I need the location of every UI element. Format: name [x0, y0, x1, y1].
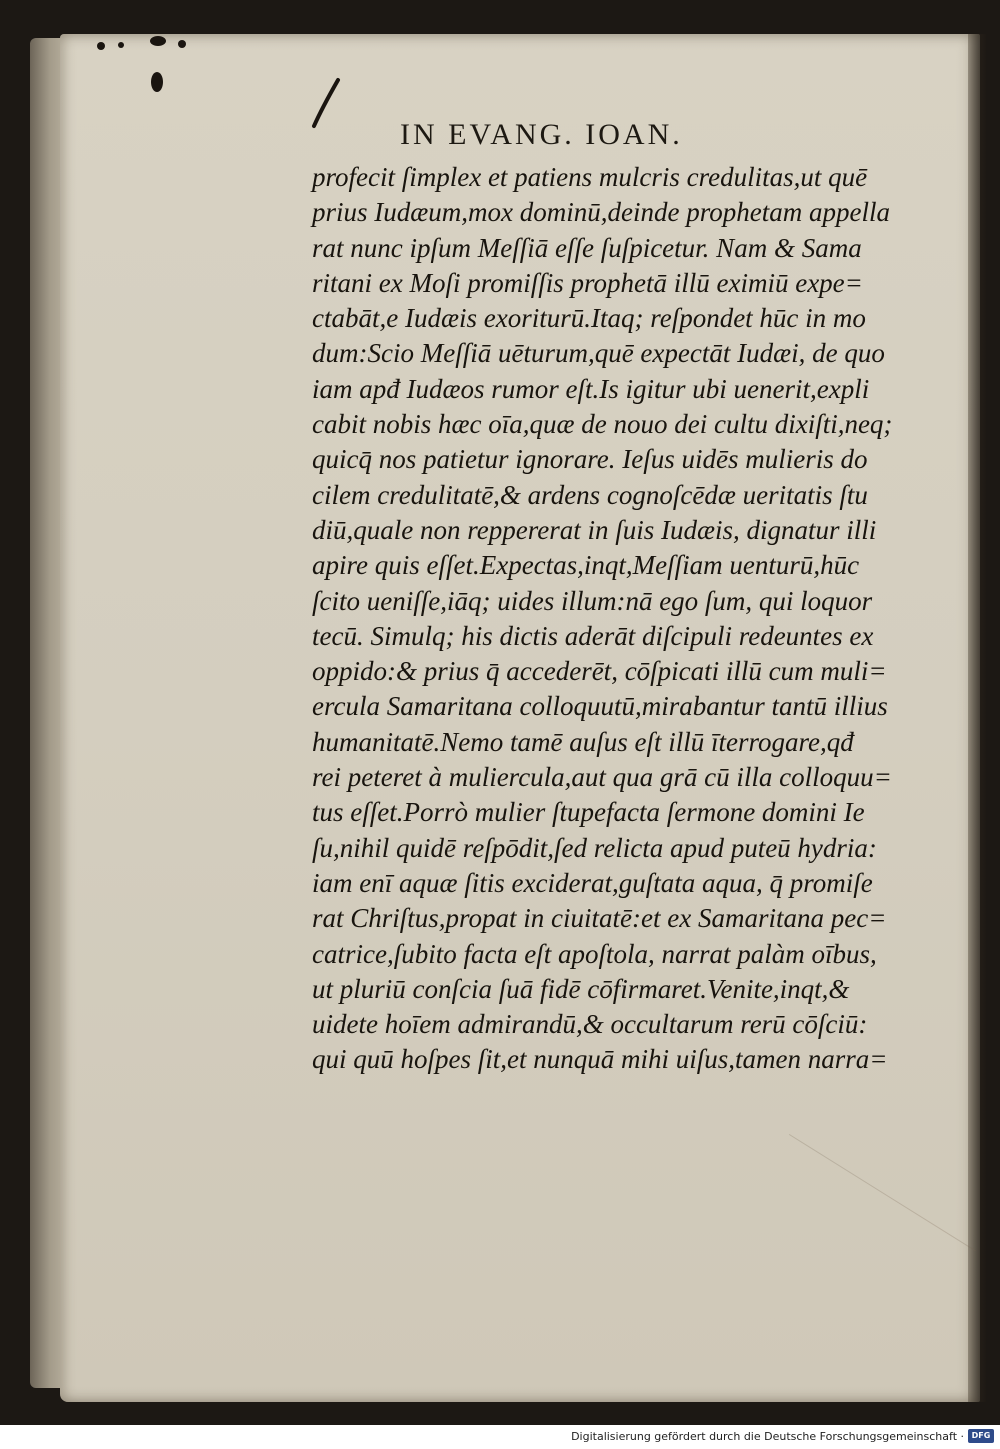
text-line: iam apđ Iudæos rumor eſt.Is igitur ubi uenerit,expli: [312, 373, 870, 404]
ink-blot: [150, 36, 166, 46]
footer-bar: [0, 1425, 1000, 1449]
text-line: profecit ſimplex et patiens mulcris credulitas,ut quē: [312, 162, 868, 192]
running-head: IN EVANG. IOAN.: [400, 118, 683, 151]
text-line: oppido:& prius q̄ accederēt, cōſpicati illū cum muli=: [312, 656, 887, 687]
ink-blot: [118, 42, 124, 48]
page-gutter-shadow: [968, 34, 986, 1402]
text-line: quicq̄ nos patietur ignorare. Ieſus uidēs mulieris do: [312, 444, 868, 475]
text-line: humanitatē.Nemo tamē auſus eſt illū īterrogare,qđ: [312, 726, 854, 757]
text-line: cilem credulitatē,& ardens cognoſcēdæ ueritatis ſtu: [312, 479, 868, 510]
text-line: rei peteret à muliercula,aut qua grā cū illa colloquu=: [312, 762, 892, 793]
text-line: cabit nobis hæc oīa,quæ de nouo dei cultu dixiſti,neq;: [312, 409, 893, 440]
text-line: ritani ex Moſi promiſſis prophetā illū eximiū expe=: [312, 267, 863, 298]
text-line: ercula Samaritana colloquutū,mirabantur tantū illius: [312, 691, 888, 722]
body-text: [312, 160, 932, 1078]
ink-stroke-mark: [308, 74, 348, 134]
text-line: ctabāt,e Iudæis exoriturū.Itaq; reſpondet hūc in mo: [312, 303, 866, 334]
text-line: rat Chriſtus,propat in ciuitatē:et ex Samaritana pec=: [312, 903, 887, 934]
text-line: ſcito ueniſſe,iāq; uides illum:nā ego ſum, qui loquor: [312, 585, 873, 616]
text-line: ſu,nihil quidē reſpōdit,ſed relicta apud puteū hydria:: [312, 832, 877, 863]
text-line: iam enī aquæ ſitis exciderat,guſtata aqua, q̄ promiſe: [312, 867, 873, 898]
text-line: qui quū hoſpes ſit,et nunquā mihi uiſus,tamen narra=: [312, 1044, 888, 1075]
text-line: ut pluriū conſcia ſuā fidē cōfirmaret.Venite,inqt,&: [312, 973, 850, 1004]
text-line: uidete hoīem admirandū,& occultarum rerū cōſciū:: [312, 1009, 868, 1040]
text-line: dum:Scio Meſſiā uēturum,quē expectāt Iudæi, de quo: [312, 338, 885, 369]
text-line: prius Iudæum,mox dominū,deinde prophetam appella: [312, 197, 890, 228]
text-line: tecū. Simulq; his dictis aderāt diſcipuli redeuntes ex: [312, 620, 874, 651]
dfg-logo: DFG: [968, 1429, 994, 1443]
text-line: apire quis eſſet.Expectas,inqt,Meſſiam uenturū,hūc: [312, 550, 860, 581]
text-line: rat nunc ipſum Meſſiā eſſe ſuſpicetur. Nam & Sama: [312, 232, 862, 263]
text-line: catrice,ſubito facta eſt apoſtola, narrat palàm oībus,: [312, 938, 877, 969]
ink-blot: [151, 72, 163, 92]
ink-blot: [97, 42, 105, 50]
ink-blot: [178, 40, 186, 48]
text-line: tus eſſet.Porrò mulier ſtupefacta ſermone domini Ie: [312, 797, 865, 828]
text-line: diū,quale non reppererat in ſuis Iudæis, dignatur illi: [312, 514, 877, 545]
funding-credit: Digitalisierung gefördert durch die Deutsche Forschungsgemeinschaft ·: [571, 1430, 964, 1443]
